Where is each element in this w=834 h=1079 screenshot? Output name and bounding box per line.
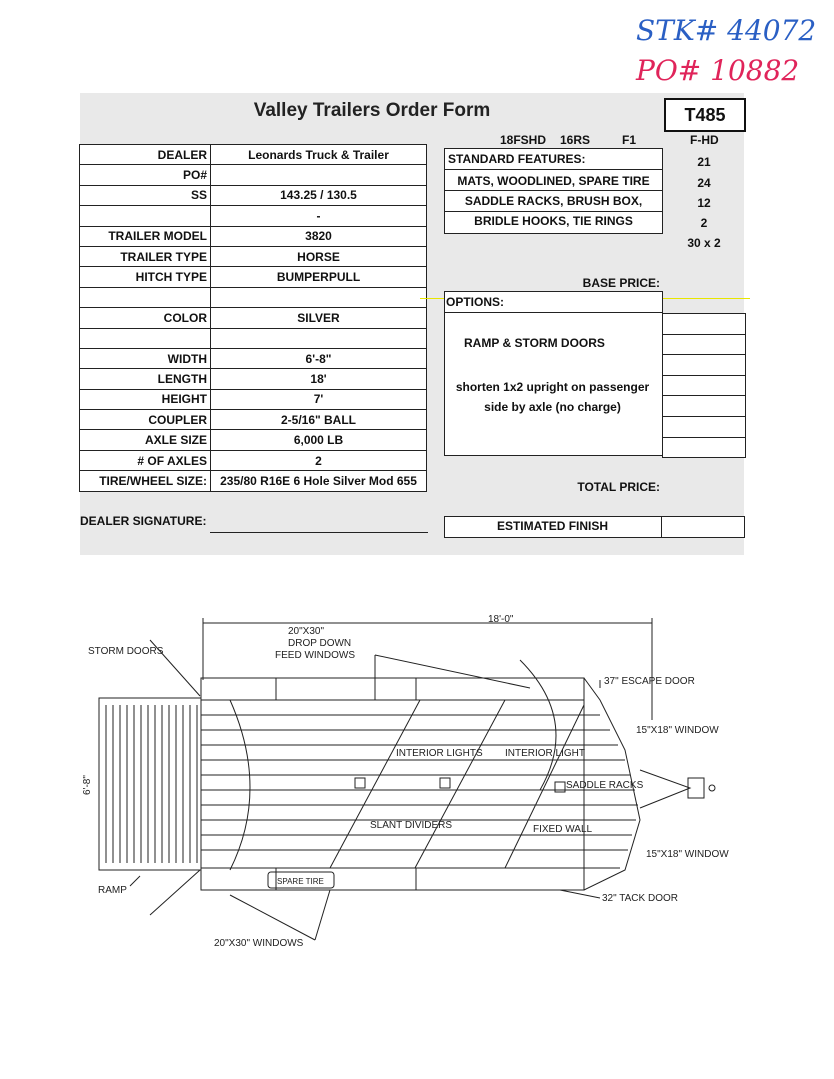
ramp bbox=[99, 698, 201, 870]
field-value[interactable]: 6,000 LB bbox=[211, 430, 427, 450]
field-label: LENGTH bbox=[80, 369, 211, 389]
field-value[interactable]: 7' bbox=[211, 389, 427, 409]
model-code-2: 16RS bbox=[560, 133, 591, 147]
field-value[interactable]: HORSE bbox=[211, 246, 427, 266]
field-label: # OF AXLES bbox=[80, 450, 211, 470]
field-label: AXLE SIZE bbox=[80, 430, 211, 450]
field-value[interactable]: SILVER bbox=[211, 308, 427, 328]
standard-features-box bbox=[444, 148, 663, 234]
options-box bbox=[444, 291, 663, 456]
field-value[interactable] bbox=[211, 165, 427, 185]
option-item bbox=[446, 377, 659, 417]
label-ramp: RAMP bbox=[98, 885, 127, 896]
field-row bbox=[80, 348, 427, 368]
label-storm-doors: STORM DOORS bbox=[88, 646, 164, 657]
field-row bbox=[80, 165, 427, 185]
price-cell[interactable] bbox=[663, 354, 745, 375]
standard-features-header: STANDARD FEATURES: bbox=[448, 152, 586, 166]
field-label: TRAILER TYPE bbox=[80, 246, 211, 266]
leader-line bbox=[130, 876, 140, 886]
model-code-4: F-HD bbox=[690, 133, 719, 147]
price-cell[interactable] bbox=[663, 313, 745, 334]
field-label: TRAILER MODEL bbox=[80, 226, 211, 246]
field-value[interactable]: Leonards Truck & Trailer bbox=[211, 145, 427, 165]
field-value[interactable]: 3820 bbox=[211, 226, 427, 246]
field-value[interactable]: 18' bbox=[211, 369, 427, 389]
dealer-signature-line[interactable] bbox=[210, 532, 428, 533]
field-label: HEIGHT bbox=[80, 389, 211, 409]
interior-light bbox=[440, 778, 450, 788]
field-value[interactable] bbox=[211, 328, 427, 348]
field-label bbox=[80, 287, 211, 307]
label-feed-windows: 20"X30" bbox=[288, 626, 325, 637]
dim-width-label: 6'-8" bbox=[82, 775, 93, 795]
field-row bbox=[80, 328, 427, 348]
field-value[interactable]: 2 bbox=[211, 450, 427, 470]
dim-length-label: 18'-0" bbox=[488, 614, 514, 625]
leader-line bbox=[560, 890, 600, 898]
divider bbox=[445, 190, 662, 191]
label-fixed-wall: FIXED WALL bbox=[533, 824, 593, 835]
leader-line bbox=[230, 895, 315, 940]
field-label: WIDTH bbox=[80, 348, 211, 368]
field-row bbox=[80, 430, 427, 450]
field-label: PO# bbox=[80, 165, 211, 185]
interior-light bbox=[355, 778, 365, 788]
total-price-label: TOTAL PRICE: bbox=[577, 480, 660, 494]
field-value[interactable]: - bbox=[211, 206, 427, 226]
price-cell[interactable] bbox=[663, 437, 745, 458]
slant-divider bbox=[415, 700, 505, 868]
field-label: SS bbox=[80, 185, 211, 205]
field-label: COLOR bbox=[80, 308, 211, 328]
field-value[interactable]: 235/80 R16E 6 Hole Silver Mod 655 bbox=[211, 471, 427, 491]
field-value[interactable]: BUMPERPULL bbox=[211, 267, 427, 287]
dealer-signature-label: DEALER SIGNATURE: bbox=[80, 514, 207, 528]
field-row bbox=[80, 267, 427, 287]
field-label: DEALER bbox=[80, 145, 211, 165]
field-value[interactable]: 6'-8" bbox=[211, 348, 427, 368]
field-value[interactable]: 143.25 / 130.5 bbox=[211, 185, 427, 205]
field-label: HITCH TYPE bbox=[80, 267, 211, 287]
trailer-floor-plan bbox=[0, 560, 834, 980]
label-feed-windows: FEED WINDOWS bbox=[275, 650, 355, 661]
price-cell[interactable] bbox=[663, 395, 745, 416]
handwritten-po-number: PO# 10882 bbox=[636, 54, 800, 87]
right-number: 24 bbox=[697, 176, 711, 190]
standard-feature-line: SADDLE RACKS, BRUSH BOX, bbox=[464, 194, 643, 208]
divider bbox=[444, 312, 662, 313]
option-line: side by axle (no charge) bbox=[484, 400, 621, 414]
label-window-bottom: 15"X18" WINDOW bbox=[646, 849, 729, 860]
label-feed-windows: DROP DOWN bbox=[288, 638, 352, 649]
right-number: 30 x 2 bbox=[687, 236, 721, 250]
order-fields-table bbox=[79, 144, 427, 492]
feed-window-box bbox=[276, 678, 416, 700]
handwritten-stock-number: STK# 44072 bbox=[636, 14, 817, 47]
field-label bbox=[80, 206, 211, 226]
label-slant-dividers: SLANT DIVIDERS bbox=[370, 820, 453, 831]
label-spare-tire: SPARE TIRE bbox=[277, 877, 324, 886]
model-code-3: F1 bbox=[622, 133, 637, 147]
storm-door-line bbox=[150, 870, 200, 915]
label-saddle-racks: SADDLE RACKS bbox=[566, 780, 644, 791]
base-price-label: BASE PRICE: bbox=[582, 276, 660, 290]
form-code-box: T485 bbox=[664, 98, 746, 132]
field-row bbox=[80, 308, 427, 328]
field-row bbox=[80, 450, 427, 470]
estimated-finish-label: ESTIMATED FINISH bbox=[496, 519, 609, 533]
standard-feature-line: BRIDLE HOOKS, TIE RINGS bbox=[474, 214, 633, 228]
leader-line bbox=[315, 890, 330, 940]
field-label: COUPLER bbox=[80, 410, 211, 430]
slant-divider bbox=[330, 700, 420, 868]
hitch-ball bbox=[709, 785, 715, 791]
price-cell[interactable] bbox=[663, 416, 745, 437]
field-value[interactable]: 2-5/16" BALL bbox=[211, 410, 427, 430]
right-number: 2 bbox=[700, 216, 708, 230]
standard-feature-line: MATS, WOODLINED, SPARE TIRE bbox=[457, 174, 650, 188]
divider bbox=[445, 169, 662, 170]
label-interior-light: INTERIOR LIGHT bbox=[505, 748, 586, 759]
field-row bbox=[80, 369, 427, 389]
divider bbox=[661, 516, 662, 538]
door-arc bbox=[230, 700, 250, 870]
field-row bbox=[80, 226, 427, 246]
field-row bbox=[80, 471, 427, 491]
option-price-cells bbox=[662, 313, 746, 458]
model-code-1: 18FSHD bbox=[500, 133, 547, 147]
field-row bbox=[80, 389, 427, 409]
label-interior-lights: INTERIOR LIGHTS bbox=[396, 748, 483, 759]
label-window-top: 15"X18" WINDOW bbox=[636, 725, 719, 736]
field-row bbox=[80, 145, 427, 165]
price-cell[interactable] bbox=[663, 334, 745, 355]
option-line: shorten 1x2 upright on passenger bbox=[455, 380, 650, 394]
label-tack-door: 32" TACK DOOR bbox=[602, 893, 678, 904]
price-cell[interactable] bbox=[663, 375, 745, 396]
field-value[interactable] bbox=[211, 287, 427, 307]
ramp-slats bbox=[106, 705, 197, 863]
field-row bbox=[80, 206, 427, 226]
leader-line bbox=[375, 655, 530, 688]
options-header: OPTIONS: bbox=[446, 295, 505, 309]
option-item: RAMP & STORM DOORS bbox=[464, 336, 605, 350]
right-number: 12 bbox=[697, 196, 711, 210]
field-row bbox=[80, 287, 427, 307]
trailer-body bbox=[201, 678, 584, 890]
right-number: 21 bbox=[697, 155, 711, 169]
label-windows: 20"X30" WINDOWS bbox=[214, 938, 304, 949]
divider bbox=[445, 211, 662, 212]
field-row bbox=[80, 246, 427, 266]
escape-door-arc bbox=[520, 660, 556, 790]
field-label: TIRE/WHEEL SIZE: bbox=[80, 471, 211, 491]
label-escape-door: 37" ESCAPE DOOR bbox=[604, 676, 695, 687]
field-label bbox=[80, 328, 211, 348]
field-row bbox=[80, 410, 427, 430]
hitch-frame bbox=[640, 770, 690, 808]
form-title: Valley Trailers Order Form bbox=[253, 100, 491, 121]
field-row bbox=[80, 185, 427, 205]
